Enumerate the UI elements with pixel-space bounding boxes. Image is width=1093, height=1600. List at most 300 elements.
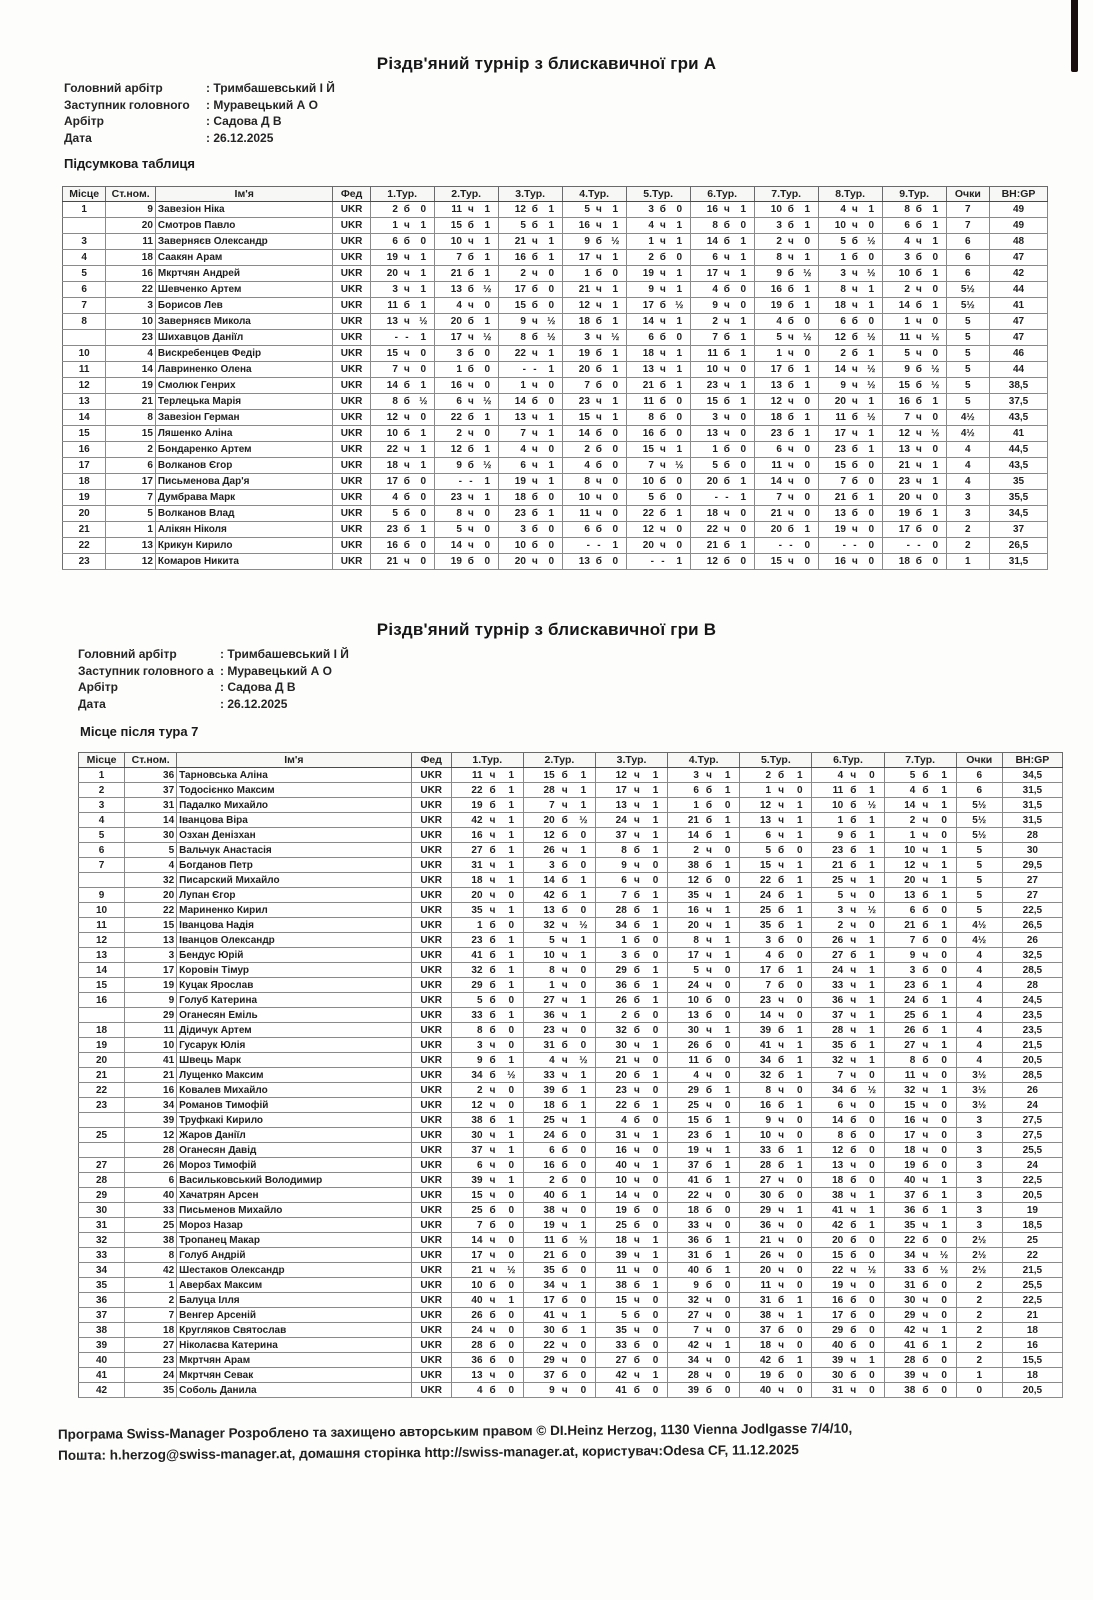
opponent-number: 15 <box>471 1189 483 1201</box>
color-letter: ч <box>531 348 538 359</box>
round-result-cell <box>498 202 562 218</box>
round-result-cell <box>596 1158 668 1173</box>
round-result-cell <box>523 1248 595 1263</box>
round-result-cell <box>812 768 884 783</box>
round-result-cell <box>812 1293 884 1308</box>
game-result: 0 <box>508 1099 515 1111</box>
game-result: 0 <box>420 492 427 503</box>
round-result-cell <box>562 234 626 250</box>
opponent-number: 20 <box>450 316 462 327</box>
player-name-cell: Озхан Денізхан <box>177 828 411 843</box>
round-result-cell <box>668 978 740 993</box>
round-result-cell <box>451 1188 523 1203</box>
color-letter: б <box>595 364 602 375</box>
game-result: ½ <box>579 1054 588 1066</box>
round-result-cell <box>690 218 754 234</box>
table-row <box>79 873 1063 888</box>
color-letter: б <box>851 348 858 359</box>
game-result: 0 <box>804 508 811 519</box>
opponent-number: 18 <box>832 1174 844 1186</box>
game-result: 1 <box>932 204 939 215</box>
round-result-cell <box>812 1308 884 1323</box>
player-name-cell: Крикун Кирило <box>155 538 333 554</box>
round-result-cell <box>740 1098 812 1113</box>
opponent-number: 24 <box>759 889 772 901</box>
color-letter: б <box>659 492 666 503</box>
opponent-number: 35 <box>904 1219 916 1231</box>
opponent-number: 38 <box>904 1384 916 1396</box>
opponent-number: 10 <box>514 540 526 551</box>
official-row <box>78 696 349 713</box>
game-result: 0 <box>652 1174 659 1186</box>
opponent-number: 42 <box>687 1339 699 1351</box>
buchholz-cell: 20,5 <box>1002 1053 1062 1068</box>
round-result-cell <box>596 1113 668 1128</box>
color-letter: б <box>403 236 410 247</box>
opponent-number: 13 <box>904 889 916 901</box>
start-number-cell: 20 <box>125 888 177 903</box>
color-letter: б <box>778 889 785 901</box>
round-result-cell <box>668 858 740 873</box>
round-result-cell <box>451 933 523 948</box>
opponent-number: 20 <box>759 1264 772 1276</box>
round-result-cell <box>523 1173 595 1188</box>
official-value: : 26.12.2025 <box>206 131 273 145</box>
points-cell: 5½ <box>946 282 989 298</box>
game-result: 0 <box>652 1294 659 1306</box>
opponent-number: 1 <box>648 236 654 247</box>
round-result-cell <box>690 394 754 410</box>
round-result-cell <box>812 1083 884 1098</box>
player-name-cell: Мкртчян Севак <box>177 1368 411 1383</box>
opponent-number: 13 <box>759 814 772 826</box>
round-result-cell <box>434 202 498 218</box>
table-row <box>63 506 1048 522</box>
opponent-number: - <box>586 540 590 551</box>
round-result-cell <box>596 978 668 993</box>
game-result: ½ <box>867 1084 877 1096</box>
official-value: : Садова Д В <box>220 680 296 694</box>
game-result: 1 <box>580 844 587 856</box>
color-letter: б <box>489 844 496 856</box>
opponent-number: 12 <box>514 204 526 215</box>
round-result-cell <box>740 1068 812 1083</box>
game-result: 1 <box>652 1129 659 1141</box>
opponent-number: 37 <box>904 1189 916 1201</box>
game-result: 1 <box>652 784 659 796</box>
round-result-cell <box>690 234 754 250</box>
buchholz-cell: 26 <box>1002 1083 1062 1098</box>
federation-cell: UKR <box>411 1113 451 1128</box>
table-row <box>79 1233 1063 1248</box>
game-result: 1 <box>508 1174 515 1186</box>
buchholz-cell: 27,5 <box>1002 1128 1062 1143</box>
game-result: 1 <box>869 859 875 871</box>
round-result-cell <box>812 1188 884 1203</box>
color-letter: б <box>595 380 602 391</box>
game-result: 0 <box>508 1219 515 1231</box>
game-result: 1 <box>580 1084 587 1096</box>
federation-cell: UKR <box>411 1008 451 1023</box>
opponent-number: 16 <box>543 1159 555 1171</box>
game-result: 0 <box>484 348 491 359</box>
opponent-number: 7 <box>476 1219 483 1231</box>
round-result-cell <box>812 933 884 948</box>
player-name-cell: Мороз Тимофій <box>177 1158 411 1173</box>
round-result-cell <box>434 538 498 554</box>
table-row <box>79 1098 1063 1113</box>
federation-cell: UKR <box>333 362 370 378</box>
game-result: 0 <box>652 859 659 871</box>
color-letter: б <box>850 1324 857 1336</box>
column-header: 9.Тур. <box>882 187 946 202</box>
game-result: 1 <box>652 979 659 991</box>
round-result-cell <box>754 490 818 506</box>
player-name-cell: Писарский Михайло <box>177 873 411 888</box>
opponent-number: 20 <box>642 540 654 551</box>
game-result: 0 <box>420 364 427 375</box>
color-letter: б <box>633 1009 640 1021</box>
color-letter: ч <box>723 252 730 263</box>
round-result-cell <box>596 1383 668 1398</box>
color-letter: ч <box>467 508 474 519</box>
game-result: ½ <box>483 332 492 343</box>
opponent-number: 10 <box>904 844 916 856</box>
game-result: ½ <box>867 364 876 375</box>
round-result-cell <box>523 1158 595 1173</box>
game-result: 0 <box>676 252 683 263</box>
round-result-cell <box>882 458 946 474</box>
round-result-cell <box>754 282 818 298</box>
game-result: 1 <box>420 268 427 279</box>
game-result: 1 <box>580 1309 587 1321</box>
player-name-cell: Мороз Назар <box>177 1218 411 1233</box>
game-result: 0 <box>508 1249 515 1261</box>
table-row <box>63 362 1048 378</box>
game-result: 0 <box>724 1324 731 1336</box>
color-letter: б <box>705 799 713 811</box>
game-result: 1 <box>869 1189 875 1201</box>
opponent-number: 19 <box>834 524 846 535</box>
round-result-cell <box>812 1248 884 1263</box>
opponent-number: 1 <box>392 220 398 231</box>
game-result: 0 <box>652 1204 659 1216</box>
opponent-number: 32 <box>615 1024 627 1036</box>
game-result: 1 <box>868 444 875 455</box>
player-name-cell: Іванцова Віра <box>177 813 411 828</box>
color-letter: б <box>633 1099 640 1111</box>
place-cell: 1 <box>79 768 125 783</box>
color-letter: ч <box>659 540 666 551</box>
color-letter: ч <box>915 476 922 487</box>
opponent-number: 20 <box>898 492 910 503</box>
round-result-cell <box>451 783 523 798</box>
opponent-number: 12 <box>706 556 718 567</box>
table-row <box>79 1038 1063 1053</box>
opponent-number: 12 <box>386 412 398 423</box>
color-letter: б <box>467 220 474 231</box>
game-result: 1 <box>797 1159 803 1171</box>
official-value: : Тримбашевський І Й <box>220 647 349 661</box>
game-result: 0 <box>508 1369 515 1381</box>
round-result-cell <box>596 903 668 918</box>
color-letter: б <box>633 1219 640 1231</box>
place-cell: 9 <box>79 888 125 903</box>
player-name-cell: Шихавцов Даніїл <box>155 330 333 346</box>
game-result: 1 <box>941 919 947 931</box>
official-label: Дата <box>78 696 106 711</box>
round-result-cell <box>690 426 754 442</box>
opponent-number: 36 <box>832 994 844 1006</box>
round-result-cell <box>451 843 523 858</box>
color-letter: ч <box>489 1159 496 1171</box>
opponent-number: 8 <box>621 844 627 856</box>
game-result: 0 <box>804 476 811 487</box>
game-result: 1 <box>797 889 803 901</box>
color-letter: б <box>787 364 794 375</box>
player-name-cell: Думбрава Марк <box>155 490 333 506</box>
round-result-cell <box>370 298 434 314</box>
buchholz-cell: 48 <box>990 234 1048 250</box>
game-result: 1 <box>548 236 555 247</box>
player-name-cell: Письменова Дар'я <box>155 474 333 490</box>
game-result: 0 <box>804 236 811 247</box>
game-result: 0 <box>420 412 427 423</box>
round-result-cell <box>596 1008 668 1023</box>
opponent-number: 22 <box>832 1264 844 1276</box>
color-letter: б <box>851 460 858 471</box>
round-result-cell <box>882 314 946 330</box>
color-letter: ч <box>922 799 929 811</box>
game-result: 1 <box>612 540 619 551</box>
opponent-number: 41 <box>759 1039 772 1051</box>
color-letter: б <box>705 1264 713 1276</box>
color-letter: б <box>850 1084 857 1096</box>
game-result: 1 <box>941 784 947 796</box>
start-number-cell: 31 <box>125 798 177 813</box>
color-letter: ч <box>778 1084 785 1096</box>
opponent-number: 3 <box>909 964 916 976</box>
opponent-number: 21 <box>386 556 398 567</box>
opponent-number: 2 <box>621 1009 627 1021</box>
game-result: 1 <box>941 1174 947 1186</box>
opponent-number: 3 <box>776 220 782 231</box>
color-letter: ч <box>851 204 858 215</box>
opponent-number: 27 <box>904 1039 916 1051</box>
round-result-cell <box>523 933 595 948</box>
color-letter: б <box>723 540 730 551</box>
opponent-number: 4 <box>840 204 846 215</box>
round-result-cell <box>740 978 812 993</box>
game-result: ½ <box>867 380 876 391</box>
points-cell: 5 <box>946 362 989 378</box>
color-letter: ч <box>489 874 496 886</box>
color-letter: б <box>915 396 922 407</box>
opponent-number: 25 <box>471 1204 483 1216</box>
opponent-number: 23 <box>615 1084 627 1096</box>
opponent-number: 12 <box>578 300 590 311</box>
game-result: 1 <box>797 874 803 886</box>
points-cell: 0 <box>956 1383 1002 1398</box>
opponent-number: 6 <box>476 1159 483 1171</box>
color-letter: ч <box>850 1264 857 1276</box>
color-letter: б <box>467 444 474 455</box>
points-cell: 2 <box>956 1338 1002 1353</box>
color-letter: б <box>915 364 922 375</box>
game-result: 1 <box>797 1309 803 1321</box>
round-result-cell <box>668 1158 740 1173</box>
game-result: 0 <box>652 949 659 961</box>
round-result-cell <box>626 218 690 234</box>
round-result-cell <box>740 1008 812 1023</box>
round-result-cell <box>812 1158 884 1173</box>
opponent-number: 8 <box>909 1054 916 1066</box>
round-result-cell <box>523 828 595 843</box>
color-letter: б <box>915 204 922 215</box>
table-row <box>63 410 1048 426</box>
color-letter: ч <box>706 889 712 901</box>
game-result: 0 <box>869 1159 875 1171</box>
buchholz-cell: 28,5 <box>1002 1068 1062 1083</box>
buchholz-cell: 28 <box>1002 828 1062 843</box>
game-result: 1 <box>724 769 731 781</box>
opponent-number: 37 <box>832 1009 844 1021</box>
federation-cell: UKR <box>411 993 451 1008</box>
color-letter: ч <box>561 1114 568 1126</box>
round-result-cell <box>498 266 562 282</box>
round-result-cell <box>596 813 668 828</box>
round-result-cell <box>626 282 690 298</box>
start-number-cell: 17 <box>125 963 177 978</box>
color-letter: ч <box>723 412 730 423</box>
game-result: ½ <box>931 364 940 375</box>
player-name-cell: Шевченко Артем <box>155 282 333 298</box>
opponent-number: 40 <box>615 1159 627 1171</box>
color-letter: ч <box>787 236 794 247</box>
round-result-cell <box>596 1098 668 1113</box>
color-letter: б <box>778 1024 785 1036</box>
color-letter: ч <box>467 380 474 391</box>
color-letter: ч <box>851 268 858 279</box>
federation-cell: UKR <box>411 1083 451 1098</box>
federation-cell: UKR <box>411 1023 451 1038</box>
opponent-number: 2 <box>904 284 910 295</box>
game-result: 1 <box>797 829 803 841</box>
color-letter: б <box>915 380 922 391</box>
round-result-cell <box>596 918 668 933</box>
opponent-number: 19 <box>832 1279 844 1291</box>
opponent-number: 27 <box>543 994 555 1006</box>
opponent-number: - <box>458 476 462 487</box>
color-letter: ч <box>778 1234 785 1246</box>
column-header: Місце <box>63 187 106 202</box>
round-result-cell <box>754 426 818 442</box>
round-result-cell <box>668 963 740 978</box>
round-result-cell <box>626 506 690 522</box>
place-cell: 16 <box>79 993 125 1008</box>
start-number-cell: 10 <box>125 1038 177 1053</box>
points-cell: 2 <box>956 1278 1002 1293</box>
game-result: 0 <box>797 949 803 961</box>
opponent-number: 27 <box>471 844 483 856</box>
round-result-cell <box>451 1368 523 1383</box>
opponent-number: 6 <box>840 316 846 327</box>
round-result-cell <box>668 948 740 963</box>
game-result: 0 <box>724 1099 731 1111</box>
opponent-number: 34 <box>687 1354 699 1366</box>
round-result-cell <box>668 828 740 843</box>
game-result: 0 <box>797 1219 803 1231</box>
opponent-number: 22 <box>759 874 772 886</box>
game-result: 0 <box>797 1279 803 1291</box>
place-cell: 12 <box>63 378 106 394</box>
game-result: 0 <box>797 1084 803 1096</box>
game-result: 1 <box>941 889 947 901</box>
color-letter: ч <box>633 1189 640 1201</box>
game-result: 0 <box>740 556 747 567</box>
color-letter: ч <box>633 874 640 886</box>
place-cell: 7 <box>63 298 106 314</box>
round-result-cell <box>596 993 668 1008</box>
game-result: 0 <box>676 476 683 487</box>
round-result-cell <box>740 1278 812 1293</box>
start-number-cell: 4 <box>106 346 156 362</box>
round-result-cell <box>690 458 754 474</box>
color-letter: ч <box>778 1204 785 1216</box>
round-result-cell <box>690 250 754 266</box>
opponent-number: 7 <box>693 1324 699 1336</box>
game-result: 0 <box>740 412 747 423</box>
game-result: ½ <box>507 1069 516 1081</box>
color-letter: ч <box>851 524 858 535</box>
federation-cell: UKR <box>333 474 370 490</box>
footer-line-2: Пошта: h.herzog@swiss-manager.at, домашня сторінка http://swiss-manager.at, користувач:Odesa CF, 11.12.2025 <box>58 1442 799 1463</box>
opponent-number: 11 <box>688 1054 699 1066</box>
opponent-number: 14 <box>386 380 398 391</box>
color-letter: ч <box>778 1129 785 1141</box>
color-letter: б <box>851 476 858 487</box>
round-result-cell <box>596 798 668 813</box>
color-letter: б <box>922 964 929 976</box>
opponent-number: 2 <box>476 1084 483 1096</box>
game-result: 1 <box>941 1219 947 1231</box>
opponent-number: 16 <box>687 904 699 916</box>
color-letter: ч <box>778 1219 785 1231</box>
round-result-cell <box>740 1383 812 1398</box>
round-result-cell <box>596 1203 668 1218</box>
round-result-cell <box>740 1188 812 1203</box>
round-result-cell <box>690 314 754 330</box>
round-result-cell <box>451 1263 523 1278</box>
color-letter: б <box>922 904 929 916</box>
color-letter: ч <box>851 556 858 567</box>
buchholz-cell: 26 <box>1002 933 1062 948</box>
color-letter: ч <box>915 332 922 343</box>
opponent-number: 20 <box>471 889 483 901</box>
round-result-cell <box>370 250 434 266</box>
color-letter: б <box>467 348 474 359</box>
points-cell: 4 <box>956 1008 1002 1023</box>
color-letter: ч <box>403 460 410 471</box>
game-result: 0 <box>580 829 587 841</box>
color-letter: б <box>633 844 640 856</box>
opponent-number: 12 <box>471 1099 483 1111</box>
color-letter: б <box>659 380 666 391</box>
game-result: 1 <box>508 769 515 781</box>
color-letter: б <box>705 1039 713 1051</box>
round-result-cell <box>523 1218 595 1233</box>
opponent-number: 10 <box>770 204 782 215</box>
